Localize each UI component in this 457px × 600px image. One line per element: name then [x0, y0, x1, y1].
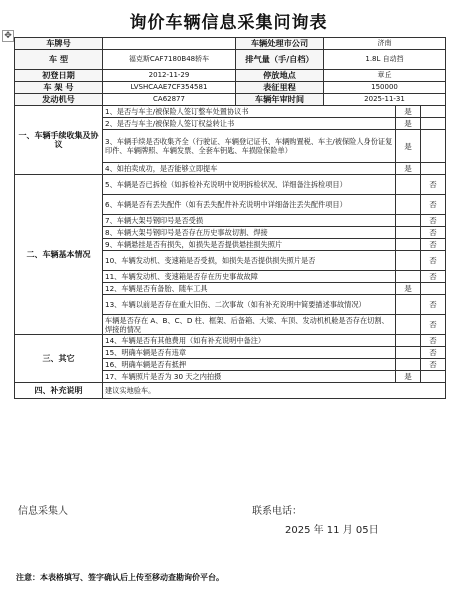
answer-no-cell[interactable] [421, 106, 446, 118]
question-text: 7、车辆大架号钢印号是否受损 [103, 215, 396, 227]
section-other: 三、其它 [15, 335, 103, 383]
answer-yes-cell[interactable]: 是 [396, 130, 421, 163]
form-title: 询价车辆信息采集问询表 [129, 13, 328, 33]
answer-no-cell[interactable] [421, 283, 446, 295]
answer-no-cell[interactable] [421, 163, 446, 175]
question-text: 14、车辆是否有其他费用（如有补充说明中备注） [103, 335, 396, 347]
vin-value[interactable]: LVSHCAAE7CF354581 [103, 82, 236, 94]
answer-yes-cell[interactable]: 是 [396, 118, 421, 130]
collector-label: 信息采集人 [18, 506, 68, 517]
answer-no-cell[interactable]: 否 [421, 227, 446, 239]
section-condition: 二、车辆基本情况 [15, 175, 103, 335]
question-row [15, 175, 446, 195]
phone-label: 联系电话： [252, 506, 302, 517]
displacement-value[interactable]: 1.8L 自动挡 [324, 50, 446, 70]
model-value[interactable]: 福克斯CAF7180B48轿车 [103, 50, 236, 70]
question-text: 16、明确车辆是否有抵押 [103, 359, 396, 371]
answer-yes-cell[interactable]: 是 [396, 371, 421, 383]
inquiry-table [14, 37, 446, 399]
answer-no-cell[interactable] [421, 371, 446, 383]
answer-no-cell[interactable]: 否 [421, 359, 446, 371]
answer-no-cell[interactable]: 否 [421, 295, 446, 315]
answer-yes-cell[interactable] [396, 359, 421, 371]
model-label: 车 型 [15, 50, 103, 70]
answer-yes-cell[interactable] [396, 215, 421, 227]
inspect-label: 车辆年审时间 [236, 94, 324, 106]
parking-value[interactable]: 章丘 [324, 70, 446, 82]
question-text: 1、是否与车主/被保险人签订整车处置协议书 [103, 106, 396, 118]
answer-no-cell[interactable]: 否 [421, 239, 446, 251]
plate-value[interactable] [103, 38, 236, 50]
answer-yes-cell[interactable] [396, 271, 421, 283]
question-text: 10、车辆发动机、变速箱是否受损，如损失是否提供损失照片是否 [103, 251, 396, 271]
question-text: 11、车辆发动机、变速箱是否存在历史事故故障 [103, 271, 396, 283]
answer-yes-cell[interactable] [396, 175, 421, 195]
answer-no-cell[interactable]: 否 [421, 335, 446, 347]
answer-yes-cell[interactable] [396, 227, 421, 239]
answer-no-cell[interactable] [421, 118, 446, 130]
reg-date-value[interactable]: 2012-11-29 [103, 70, 236, 82]
mileage-value[interactable]: 150000 [324, 82, 446, 94]
mileage-label: 表征里程 [236, 82, 324, 94]
answer-no-cell[interactable]: 否 [421, 347, 446, 359]
question-text: 6、车辆是否有丢失配件（如有丢失配件补充说明中详细备注丢失配件项目） [103, 195, 396, 215]
answer-no-cell[interactable]: 否 [421, 315, 446, 335]
supplement-text[interactable]: 建议实地验车。 [103, 383, 446, 399]
question-text: 3、车辆手续是否收集齐全（行驶证、车辆登记证书、车辆购置税、车主/被保险人身份证复印件、车辆牌照、车辆发票、全套车钥匙、车损险保险单） [103, 130, 396, 163]
answer-no-cell[interactable]: 否 [421, 215, 446, 227]
plate-label: 车牌号 [15, 38, 103, 50]
sign-date: 2025 年 11 月 05日 [285, 525, 379, 536]
question-row [15, 335, 446, 347]
parking-label: 停放地点 [236, 70, 324, 82]
question-text: 车辆是否存在 A、B、C、D 柱、框架、后备箱、大梁、车顶、发动机机舱是否存在切割、焊接的情况 [103, 315, 396, 335]
displacement-label: 排气量（手/自档） [236, 50, 324, 70]
answer-yes-cell[interactable] [396, 347, 421, 359]
question-text: 13、车辆以前是否存在重大旧伤、二次事故（如有补充说明中简要描述事故情况） [103, 295, 396, 315]
answer-yes-cell[interactable] [396, 295, 421, 315]
reg-date-label: 初登日期 [15, 70, 103, 82]
inspect-value[interactable]: 2025-11-31 [324, 94, 446, 106]
answer-no-cell[interactable]: 否 [421, 251, 446, 271]
answer-no-cell[interactable]: 否 [421, 175, 446, 195]
answer-yes-cell[interactable] [396, 335, 421, 347]
question-text: 17、车辆照片是否为 30 天之内拍摄 [103, 371, 396, 383]
question-text: 2、是否与车主/被保险人签订权益转让书 [103, 118, 396, 130]
question-text: 12、车辆是否有备胎、随车工具 [103, 283, 396, 295]
answer-yes-cell[interactable] [396, 251, 421, 271]
answer-yes-cell[interactable] [396, 195, 421, 215]
supplement-row [15, 383, 446, 399]
answer-no-cell[interactable]: 否 [421, 195, 446, 215]
question-row [15, 106, 446, 118]
footnote: 注意：本表格填写、签字确认后上传至移动查勘询价平台。 [16, 573, 224, 582]
vin-label: 车 架 号 [15, 82, 103, 94]
location-label: 车辆处理市公司 [236, 38, 324, 50]
question-text: 5、车辆是否已拆检（如拆检补充说明中说明拆检状况、详细备注拆检项目） [103, 175, 396, 195]
engine-value[interactable]: CA62877 [103, 94, 236, 106]
question-text: 4、如拍卖成功，是否能够立即提车 [103, 163, 396, 175]
location-value[interactable]: 济南 [324, 38, 446, 50]
section-supplement: 四、补充说明 [15, 383, 103, 399]
table-move-handle-icon[interactable]: ✥ [2, 30, 14, 42]
answer-yes-cell[interactable] [396, 315, 421, 335]
question-text: 9、车辆悬挂是否有损失，如损失是否提供悬挂损失照片 [103, 239, 396, 251]
answer-no-cell[interactable] [421, 130, 446, 163]
question-text: 8、车辆大架号钢印号是否存在历史事故切割、焊接 [103, 227, 396, 239]
answer-yes-cell[interactable] [396, 239, 421, 251]
question-text: 15、明确车辆是否有违章 [103, 347, 396, 359]
answer-yes-cell[interactable]: 是 [396, 283, 421, 295]
section-procedures: 一、车辆手续收集及协议 [15, 106, 103, 175]
answer-no-cell[interactable]: 否 [421, 271, 446, 283]
answer-yes-cell[interactable]: 是 [396, 106, 421, 118]
answer-yes-cell[interactable]: 是 [396, 163, 421, 175]
engine-label: 发动机号 [15, 94, 103, 106]
